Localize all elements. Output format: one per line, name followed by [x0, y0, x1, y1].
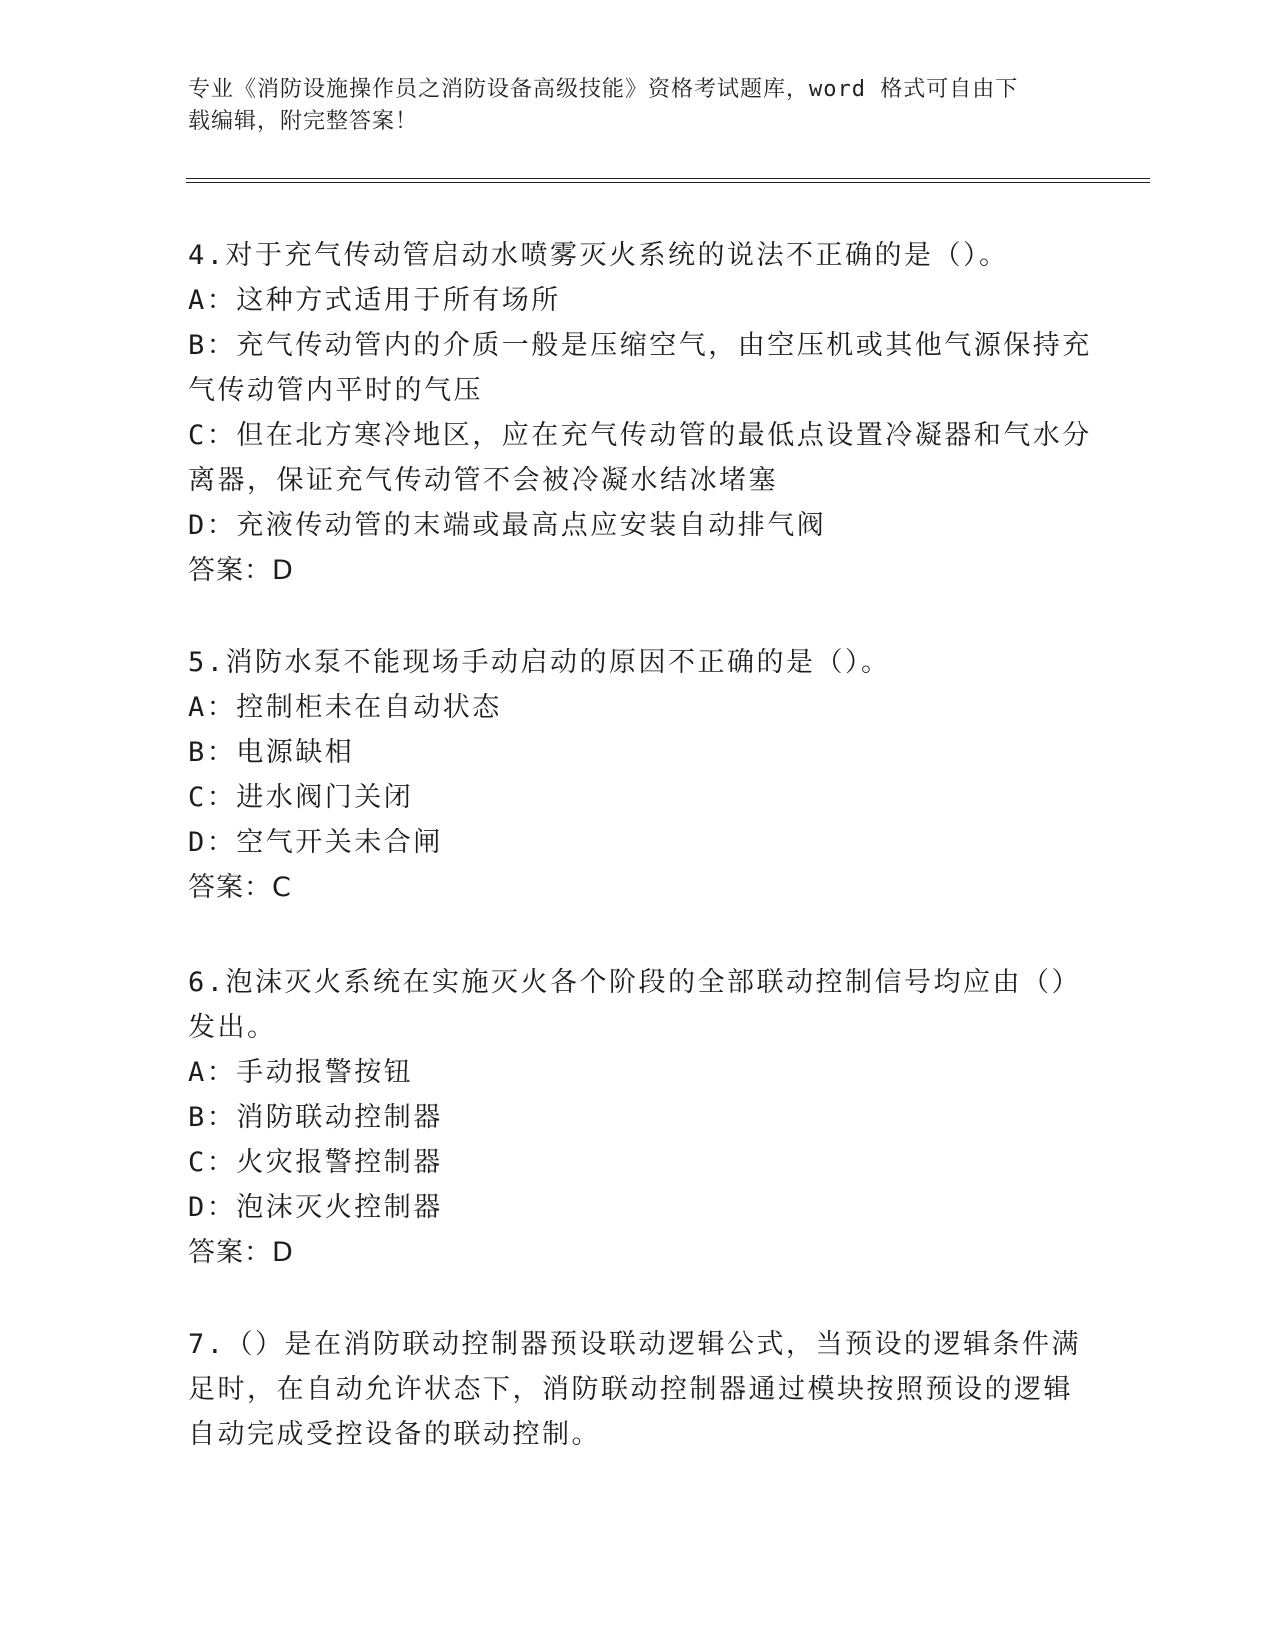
question-stem-continued: 自动完成受控设备的联动控制。 [188, 1419, 601, 1450]
option-key: C： [188, 782, 237, 813]
option-a [188, 685, 1068, 730]
question-4 [188, 233, 1092, 593]
option-d [188, 1185, 1068, 1230]
option-text: 充气传动管内的介质一般是压缩空气，由空压机或其他气源保持充 [236, 330, 1092, 361]
question-stem: 5.消防水泵不能现场手动启动的原因不正确的是（）。 [188, 647, 891, 678]
option-text: 但在北方寒冷地区，应在充气传动管的最低点设置冷凝器和气水分 [236, 420, 1092, 451]
header-line-2: 载编辑，附完整答案！ [188, 109, 419, 134]
option-text: 消防联动控制器 [236, 1102, 443, 1133]
option-text: 电源缺相 [236, 737, 355, 768]
option-text: 进水阀门关闭 [236, 782, 414, 813]
question-stem: 6.泡沫灭火系统在实施灭火各个阶段的全部联动控制信号均应由（） [188, 967, 1082, 998]
option-b-continued: 气传动管内平时的气压 [188, 375, 483, 406]
option-key: B： [188, 330, 237, 361]
option-c-continued: 离器，保证充气传动管不会被冷凝水结冰堵塞 [188, 465, 778, 496]
option-text: 火灾报警控制器 [236, 1147, 443, 1178]
option-text: 这种方式适用于所有场所 [236, 285, 561, 316]
option-c [188, 413, 1092, 458]
option-text: 控制柜未在自动状态 [236, 692, 502, 723]
option-key: A： [188, 285, 237, 316]
option-a [188, 1050, 1068, 1095]
option-b [188, 730, 1068, 775]
option-text: 充液传动管的末端或最高点应安装自动排气阀 [236, 510, 827, 541]
option-key: D： [188, 827, 237, 858]
answer-line: 答案：C [188, 872, 292, 903]
option-key: D： [188, 1192, 237, 1223]
question-stem: 7.（）是在消防联动控制器预设联动逻辑公式，当预设的逻辑条件满 [188, 1329, 1082, 1360]
option-key: A： [188, 1057, 237, 1088]
option-key: C： [188, 1147, 237, 1178]
option-key: C： [188, 420, 237, 451]
option-c [188, 1140, 1068, 1185]
question-6 [188, 960, 1082, 1275]
option-key: D： [188, 510, 237, 541]
header-divider-top [186, 178, 1150, 179]
option-text: 泡沫灭火控制器 [236, 1192, 443, 1223]
option-b [188, 1095, 1068, 1140]
option-b [188, 323, 1092, 368]
question-7 [188, 1322, 1082, 1457]
option-a [188, 278, 1068, 323]
option-text: 手动报警按钮 [236, 1057, 414, 1088]
option-d [188, 503, 1068, 548]
option-d [188, 820, 1068, 865]
option-key: B： [188, 1102, 237, 1133]
option-c [188, 775, 1068, 820]
question-5 [188, 640, 1068, 910]
question-stem: 4.对于充气传动管启动水喷雾灭火系统的说法不正确的是（）。 [188, 240, 1009, 271]
option-key: A： [188, 692, 237, 723]
document-header [188, 74, 1068, 138]
answer-line: 答案：D [188, 1237, 294, 1268]
header-divider-bottom [186, 182, 1150, 183]
question-stem-continued: 发出。 [188, 1012, 277, 1043]
option-text: 空气开关未合闸 [236, 827, 443, 858]
option-key: B： [188, 737, 237, 768]
answer-line: 答案：D [188, 555, 294, 586]
header-line-1: 专业《消防设施操作员之消防设备高级技能》资格考试题库，word 格式可自由下 [188, 77, 1019, 102]
question-stem-continued: 足时，在自动允许状态下，消防联动控制器通过模块按照预设的逻辑 [188, 1374, 1073, 1405]
